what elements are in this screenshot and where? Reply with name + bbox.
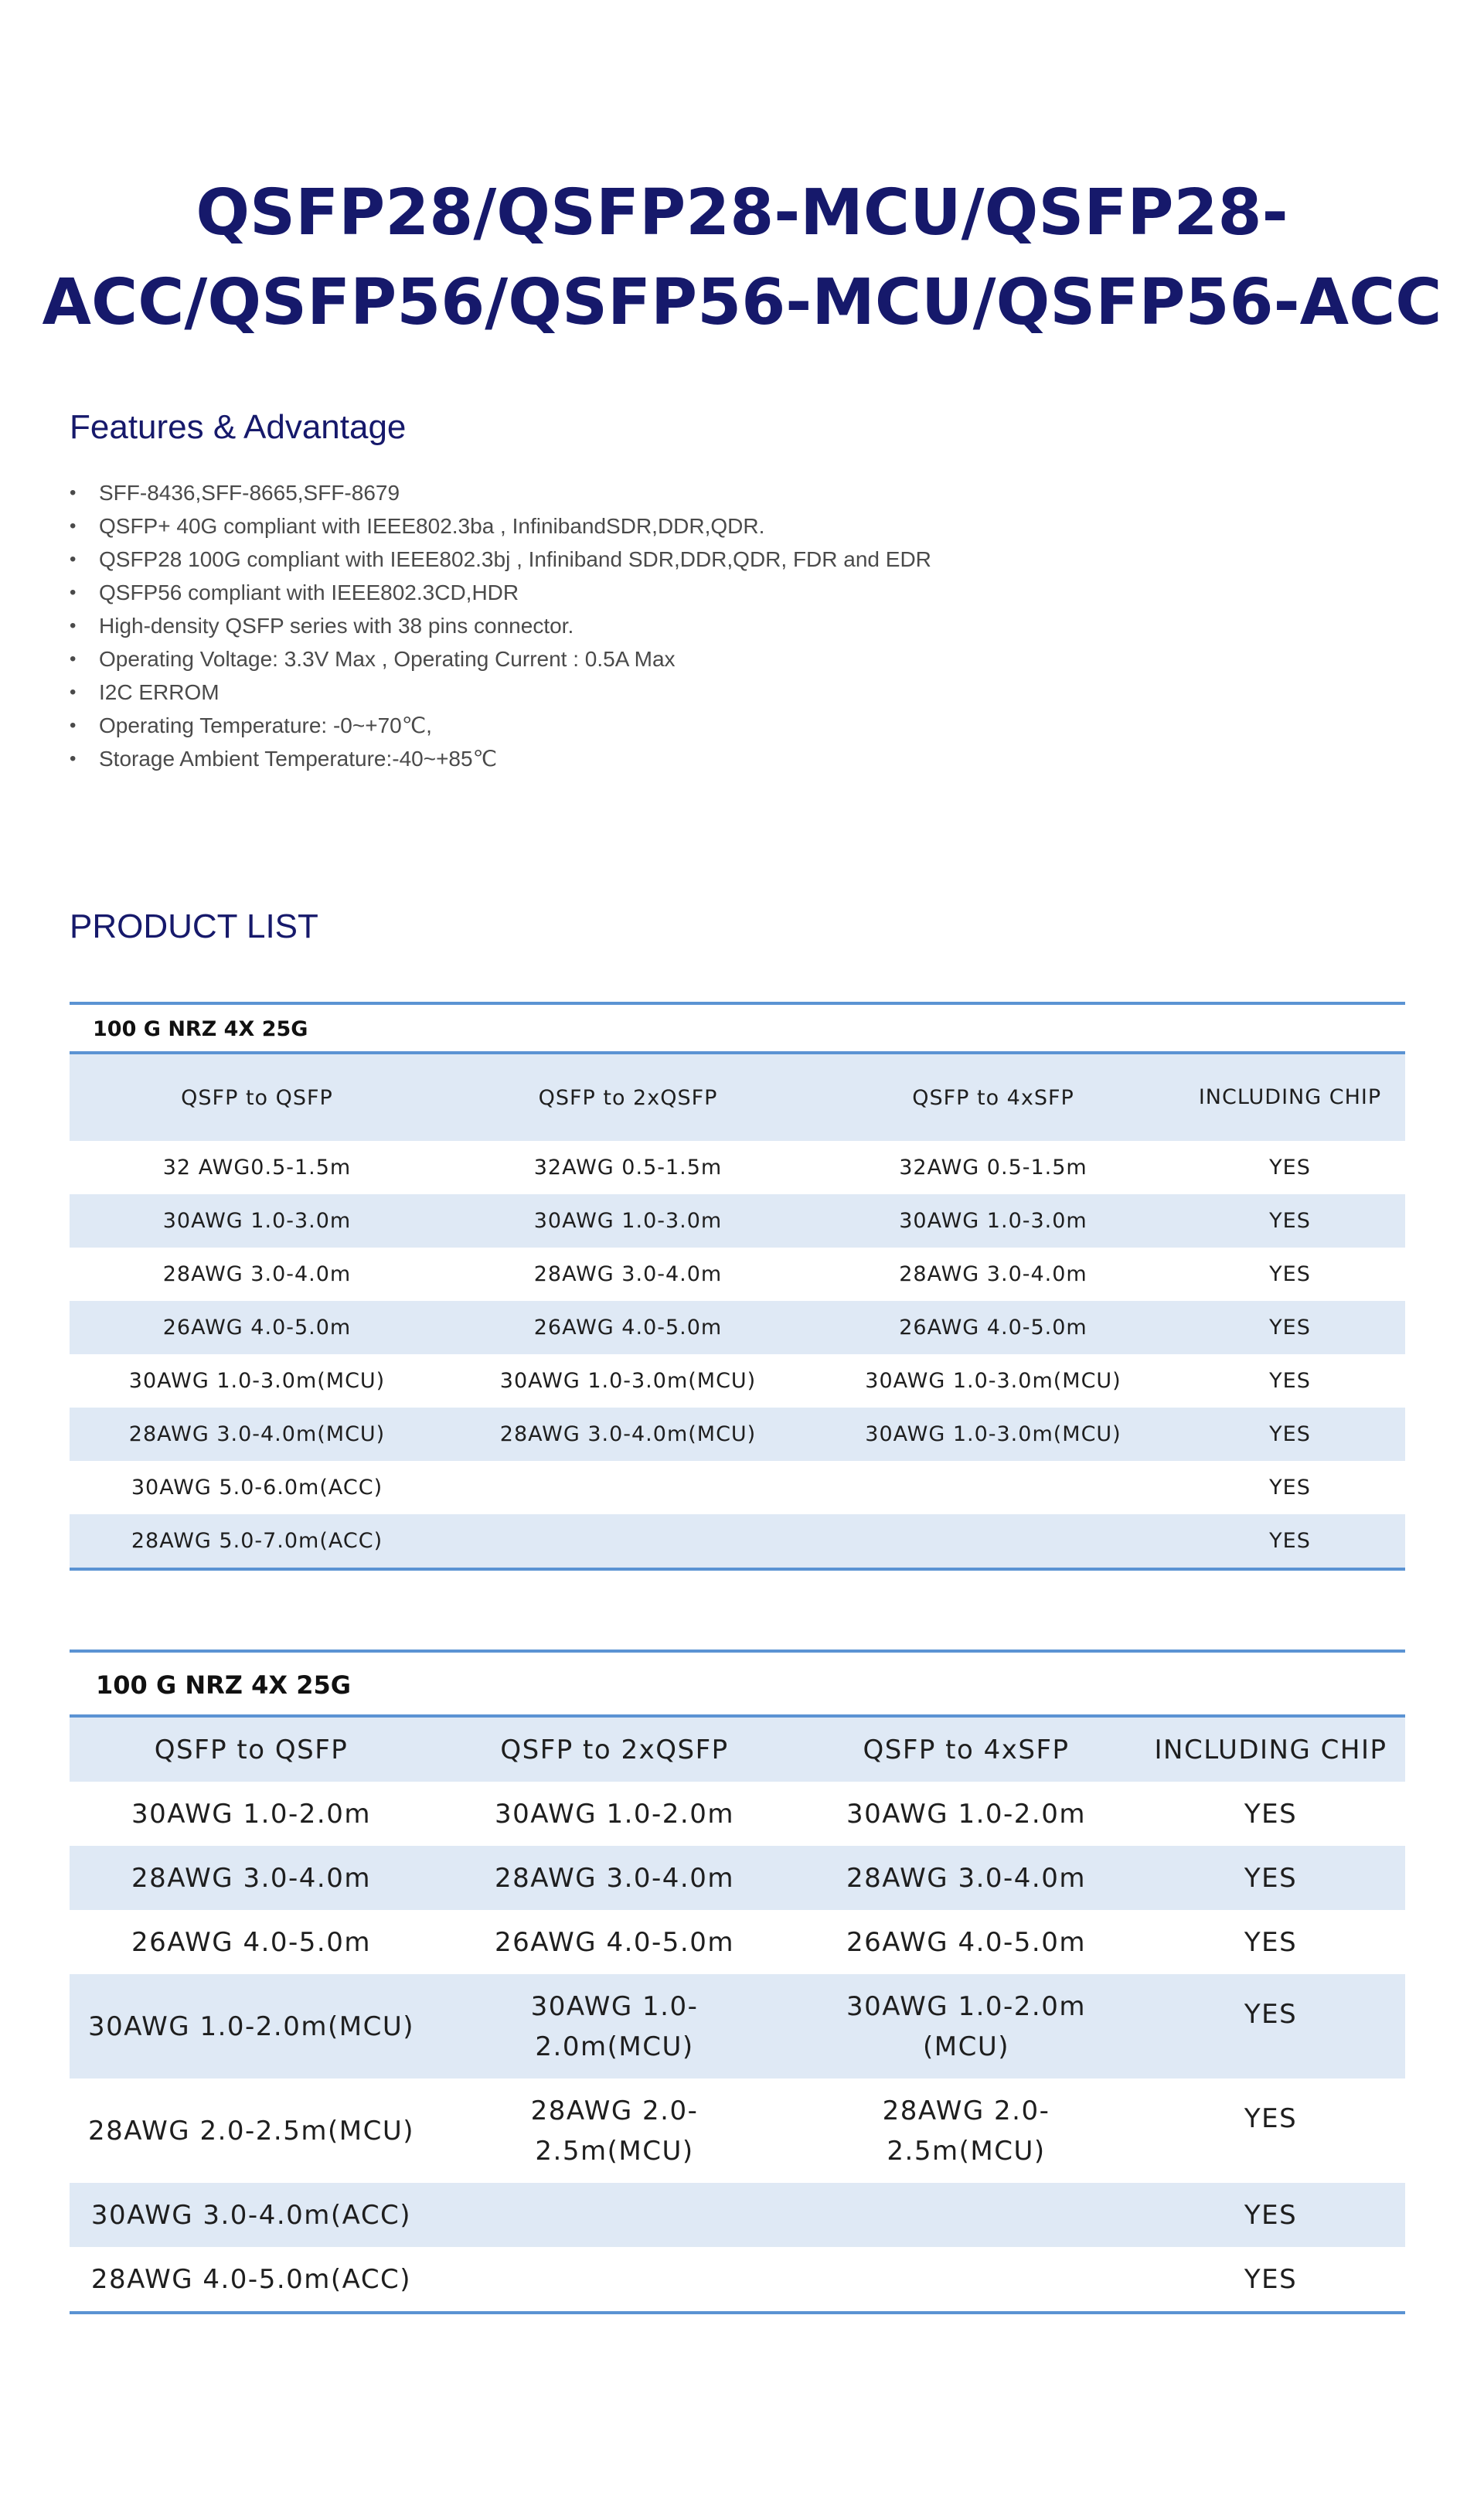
table-header-row — [70, 1054, 1405, 1141]
features-list — [70, 476, 1306, 775]
table-row — [70, 2247, 1405, 2311]
table-cell: YES — [1269, 1262, 1311, 1286]
table-cell: 28AWG 2.0-2.5m(MCU) — [88, 2115, 414, 2147]
table-cell: YES — [1244, 2199, 1298, 2231]
table-cell: YES — [1269, 1369, 1311, 1393]
table-cell: 28AWG 2.0-2.5m(MCU) — [530, 2095, 699, 2167]
bullet-icon: • — [70, 649, 77, 669]
bullet-icon: • — [70, 482, 77, 503]
column-header: INCLUDING CHIP — [1154, 1734, 1387, 1765]
feature-item: • Operating Temperature: -0~+70℃, — [70, 709, 1306, 742]
table-cell: YES — [1269, 1422, 1311, 1446]
table-row — [70, 1782, 1405, 1846]
table-cell: 30AWG 3.0-4.0m(ACC) — [90, 2199, 412, 2231]
table-cell: 30AWG 1.0-3.0m(MCU) — [865, 1369, 1122, 1393]
table-cell: 32AWG 0.5-1.5m — [533, 1156, 723, 1180]
column-header: QSFP to 4xSFP — [912, 1085, 1074, 1110]
table-cell: 30AWG 1.0-2.0m(MCU) — [88, 2010, 414, 2042]
table-cell: YES — [1244, 1798, 1298, 1830]
bullet-icon: • — [70, 748, 77, 769]
bullet-icon: • — [70, 516, 77, 536]
table-row — [70, 2079, 1405, 2183]
table-row — [70, 1141, 1405, 1194]
features-heading: Features & Advantage — [70, 408, 407, 446]
table-cell: YES — [1244, 1862, 1298, 1894]
column-header: QSFP to 2xQSFP — [500, 1734, 729, 1765]
bullet-icon: • — [70, 582, 77, 603]
table-cell: 30AWG 1.0-3.0m — [533, 1209, 723, 1233]
table-cell: YES — [1244, 1926, 1298, 1958]
product-table-2 — [70, 1650, 1405, 2314]
table-cell: 28AWG 5.0-7.0m(ACC) — [131, 1529, 383, 1553]
table-cell: YES — [1269, 1156, 1311, 1180]
table-header-row — [70, 1718, 1405, 1782]
table-row — [70, 1514, 1405, 1568]
table-row — [70, 1974, 1405, 2079]
table-row — [70, 1910, 1405, 1974]
page-title-line-2: ACC/QSFP56/QSFP56-MCU/QSFP56-ACC — [42, 266, 1442, 339]
product-list-heading: PRODUCT LIST — [70, 907, 318, 945]
table-row — [70, 1461, 1405, 1514]
feature-item: • High-density QSFP series with 38 pins connector. — [70, 609, 1306, 642]
table-cell: 28AWG 3.0-4.0m(MCU) — [128, 1422, 386, 1446]
table-cell: 30AWG 1.0-3.0m(MCU) — [499, 1369, 757, 1393]
table-cell: 30AWG 1.0-2.0m — [131, 1798, 371, 1830]
table-cell: 28AWG 3.0-4.0m — [131, 1862, 371, 1894]
table-row — [70, 2183, 1405, 2247]
table-cell: 26AWG 4.0-5.0m — [162, 1316, 352, 1340]
feature-item: • QSFP56 compliant with IEEE802.3CD,HDR — [70, 576, 1306, 609]
table-cell: YES — [1269, 1476, 1311, 1500]
table-cell: 26AWG 4.0-5.0m — [131, 1926, 371, 1958]
table-caption: 100 G NRZ 4X 25G — [70, 1005, 1405, 1054]
table-cell: 28AWG 3.0-4.0m — [495, 1862, 734, 1894]
table-cell: 30AWG 1.0-2.0m — [495, 1798, 734, 1830]
table-cell: YES — [1244, 1999, 1298, 2030]
table-cell: 28AWG 3.0-4.0m — [533, 1262, 723, 1286]
table-cell: 28AWG 3.0-4.0m — [162, 1262, 352, 1286]
table-cell: 32AWG 0.5-1.5m — [899, 1156, 1087, 1180]
table-cell: 26AWG 4.0-5.0m — [846, 1926, 1086, 1958]
feature-item: • Storage Ambient Temperature:-40~+85℃ — [70, 742, 1306, 775]
table-cell: YES — [1269, 1209, 1311, 1233]
feature-item: • I2C ERROM — [70, 676, 1306, 709]
table-cell: 30AWG 1.0-2.0m (MCU) — [846, 1990, 1086, 2062]
feature-item: • Operating Voltage: 3.3V Max , Operating Current : 0.5A Max — [70, 642, 1306, 676]
table-row — [70, 1354, 1405, 1408]
table-row — [70, 1248, 1405, 1301]
table-bottom-rule — [70, 2311, 1405, 2314]
table-cell: 30AWG 5.0-6.0m(ACC) — [131, 1476, 383, 1500]
table-cell: 28AWG 3.0-4.0m — [899, 1262, 1087, 1286]
column-header: QSFP to QSFP — [154, 1734, 349, 1765]
table-cell: 28AWG 3.0-4.0m — [846, 1862, 1086, 1894]
table-cell: YES — [1244, 2263, 1298, 2295]
table-bottom-rule — [70, 1568, 1405, 1571]
page-title-line-1: QSFP28/QSFP28-MCU/QSFP28- — [196, 176, 1288, 250]
table-cell: 28AWG 4.0-5.0m(ACC) — [90, 2263, 412, 2295]
bullet-icon: • — [70, 715, 77, 736]
table-cell: YES — [1244, 2103, 1298, 2134]
bullet-icon: • — [70, 682, 77, 703]
table-cell: 30AWG 1.0-3.0m — [162, 1209, 352, 1233]
column-header: QSFP to QSFP — [181, 1085, 333, 1110]
table-cell: 28AWG 3.0-4.0m(MCU) — [499, 1422, 757, 1446]
feature-item: • QSFP+ 40G compliant with IEEE802.3ba , InfinibandSDR,DDR,QDR. — [70, 509, 1306, 543]
table-cell: 26AWG 4.0-5.0m — [533, 1316, 723, 1340]
table-cell: 26AWG 4.0-5.0m — [899, 1316, 1087, 1340]
table-cell: 30AWG 1.0-2.0m — [846, 1798, 1086, 1830]
table-cell: 30AWG 1.0-3.0m — [899, 1209, 1087, 1233]
column-header: INCLUDING CHIP — [1198, 1085, 1382, 1109]
table-row — [70, 1194, 1405, 1248]
table-cell: 30AWG 1.0-3.0m(MCU) — [865, 1422, 1122, 1446]
table-cell: 28AWG 2.0-2.5m(MCU) — [882, 2095, 1050, 2167]
table-cell: 32 AWG0.5-1.5m — [162, 1156, 352, 1180]
table-cell: YES — [1269, 1316, 1311, 1340]
page-title — [0, 169, 1484, 348]
table-cell: 26AWG 4.0-5.0m — [495, 1926, 734, 1958]
table-row — [70, 1846, 1405, 1910]
feature-item: • QSFP28 100G compliant with IEEE802.3bj , Infiniband SDR,DDR,QDR, FDR and EDR — [70, 543, 1306, 576]
table-cell: YES — [1269, 1529, 1311, 1553]
table-caption: 100 G NRZ 4X 25G — [70, 1653, 1405, 1718]
bullet-icon: • — [70, 549, 77, 570]
column-header: QSFP to 4xSFP — [863, 1734, 1070, 1765]
column-header: QSFP to 2xQSFP — [538, 1085, 718, 1110]
table-row — [70, 1408, 1405, 1461]
table-cell: 30AWG 1.0-2.0m(MCU) — [530, 1990, 699, 2062]
feature-item: • SFF-8436,SFF-8665,SFF-8679 — [70, 476, 1306, 509]
product-table-1 — [70, 1002, 1405, 1571]
bullet-icon: • — [70, 615, 77, 636]
table-row — [70, 1301, 1405, 1354]
table-cell: 30AWG 1.0-3.0m(MCU) — [128, 1369, 386, 1393]
